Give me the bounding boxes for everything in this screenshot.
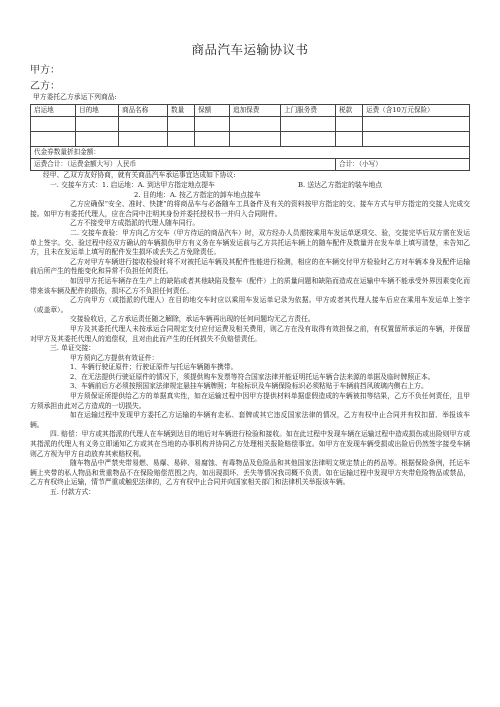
table-cell[interactable] — [336, 132, 363, 147]
intro-line: 甲方委托乙方承运下列商品: — [33, 93, 117, 101]
freight-total-label: 运费合计：（运费金额大写）人民币 — [31, 159, 336, 171]
table-cell[interactable] — [168, 132, 195, 147]
consensus-line: 经甲、乙双方友好协商，就有关商品汽车承运事宜达成如下协议: — [43, 171, 236, 180]
table-cell[interactable] — [119, 117, 168, 132]
table-cell[interactable] — [363, 117, 470, 132]
table-cell[interactable] — [195, 117, 230, 132]
table-cell[interactable] — [76, 117, 119, 132]
header-extra-premium: 追加保费 — [230, 105, 281, 117]
paragraph: 2、在无法提供行驶证原件的情况下，须提供购车发票等符合国家法律并能证明托运车辆合法来源的单据及临时牌照正本。 — [70, 372, 435, 381]
table-cell[interactable] — [363, 132, 470, 147]
table-cell[interactable] — [31, 117, 76, 132]
header-destination: 目的地 — [76, 105, 119, 117]
party-b-label: 乙方： — [30, 81, 60, 92]
paragraph: 随车物品中严禁夹带易燃、易爆、易碎、易腐蚀、有毒物品及危险品和其他国家法律明文规定禁止的药品等。根据保险条例，托运车辆上夹带的私人物品和贵重物品不在保险赔偿范围之内，如出现损坏、丢失等情况我司概不负责。如在运输过程中发现甲方夹带危险物品或禁品，乙方有权终止运输，情节严重或触犯法律的，乙方有权中止合同并向国家相关部门和法律机关举报该车辆。 — [30, 459, 470, 487]
paragraph: 交接验收后，乙方承运责任随之解除，承运车辆再出现的任何问题均无乙方责任。 — [70, 315, 315, 324]
table-row — [31, 132, 470, 147]
table-cell[interactable] — [230, 117, 281, 132]
paragraph: 甲方须保证所提供给乙方的单据真实性，如在运输过程中因甲方提供材料单据虚假造成的车辆被扣等结果，乙方不负任何责任，且甲方须承担由此对乙方造成的一切损失。 — [30, 392, 470, 410]
party-a-label: 甲方： — [30, 65, 60, 76]
header-origin: 启运地 — [31, 105, 76, 117]
paragraph: 甲方须向乙方提供有效证件： — [70, 353, 159, 362]
section4-heading: 四. 赔偿：甲方或其指派的代理人在车辆到达目的地后对车辆进行检验和接收。如在此过程中发现车辆在运输过程中造成损伤或出险则甲方或其指派的代理人有义务立即通知乙方或其在当地的办事机构并协同乙方处理相关报险赔偿事宜。如甲方在发现车辆受损或出险后仍然签字接受车辆则乙方视为甲方自动放弃其索赔权利。 — [30, 430, 470, 458]
paragraph: 乙方应确保“安全、准时、快捷”的将商品车与必备随车工具备件及有关的资料按甲方指定的交、接车方式与甲方指定的交接人完成交接。如甲方有委托代理人，应在合同中注明其身份并委托授权书一并归入合同附件。 — [30, 200, 470, 218]
header-insured-amount: 保额 — [195, 105, 230, 117]
paragraph: 1、车辆行驶证原件；行驶证原件与托运车辆随车携带。 — [70, 363, 238, 372]
table-cell[interactable] — [168, 117, 195, 132]
total-small-label: 合计：（小写） — [336, 159, 470, 171]
voucher-label: 代金券数量折扣金额： — [31, 147, 470, 159]
header-quantity: 数量 — [168, 105, 195, 117]
table-header-row — [31, 105, 470, 117]
paragraph: 如在运输过程中发现甲方委托乙方运输的车辆有走私、套牌或其它违反国家法律的情况，乙方有权中止合同并有权扣留、举报该车辆。 — [30, 411, 470, 429]
table-cell[interactable] — [195, 132, 230, 147]
section1-line1 — [30, 181, 470, 191]
table-row — [31, 117, 470, 132]
header-freight: 运费（含10万元保险） — [363, 105, 470, 117]
section5-heading: 五. 付款方式： — [50, 488, 96, 496]
section1-line2: 2. 目的地：A. 按乙方指定的卸车地点接车 — [134, 190, 261, 199]
table-cell[interactable] — [230, 132, 281, 147]
paragraph: 乙方不接受甲方成指派的代理人随车同行。 — [70, 219, 200, 228]
table-cell[interactable] — [31, 132, 76, 147]
paragraph: 乙方向甲方（或指派的代理人）在目的地交车时应以乘用车发运单记录为依据。甲方或者其代理人接车后应在乘用车发运单上签字（或盖章）。 — [30, 296, 470, 314]
document-title: 商品汽车运输协议书 — [191, 42, 309, 57]
paragraph: 乙方对甲方车辆进行接收检验时将不对被托运车辆及其配件性能进行检测，相应的在车辆交付甲方检验时乙方对车辆本身及配件运输前后所产生的性能变化和异常不负担任何责任。 — [30, 257, 470, 276]
voucher-row — [31, 147, 470, 159]
section1-option-b: B. 送达乙方指定的装车地点 — [298, 181, 383, 189]
table-cell[interactable] — [281, 117, 336, 132]
table-cell[interactable] — [119, 132, 168, 147]
section1-option-a: 一. 交接车方式：1. 启运地：A. 到达甲方指定地点提车 — [50, 181, 215, 189]
freight-total-row — [31, 159, 470, 171]
header-product-name: 商品名称 — [119, 105, 168, 117]
table-cell[interactable] — [336, 117, 363, 132]
table-cell[interactable] — [281, 132, 336, 147]
goods-table — [30, 104, 470, 171]
section2-heading: 二. 交接车查验：甲方向乙方交车（甲方待运的商品汽车）时，双方经办人员需按乘用车发运单逐项交、验，交接完毕后双方需在发运单上签字。交、验过程中经双方确认的车辆损伤甲方有义务在车辆发运前与乙方共托运车辆上的随车配件及数量并在发车单上填写清楚，未告知乙方，且未在发运单上填写的配件发生损坏或丢失乙方免除责任。 — [30, 228, 470, 257]
header-door-service-fee: 上门服务费 — [281, 105, 336, 117]
section3-heading: 三. 单证交接： — [50, 344, 96, 353]
paragraph: 3、车辆前后方必须按照国家法律规定悬挂车辆牌照；年检标识及车辆保险标识必须粘贴于车辆前挡风玻璃内侧右上方。 — [70, 382, 428, 391]
header-tax: 税款 — [336, 105, 363, 117]
paragraph: 如因甲方托运车辆存在生产上的缺陷或者其他缺陷及整车（配件）上的质量问题和缺陷而造成在运输中车辆不能承受外界因素变化而带来该车辆及配件的损伤，损坏乙方不负担任何责任。 — [30, 276, 470, 295]
paragraph: 甲方及其委托代理人未按承运合同规定支付应付运费及相关费用，则乙方在没有取得有效担保之前，有权置留所承运的车辆，并保留对甲方及其委托代理人的追偿权，且对由此而产生的任何损失不负赔偿责任。 — [30, 324, 470, 343]
table-cell[interactable] — [76, 132, 119, 147]
